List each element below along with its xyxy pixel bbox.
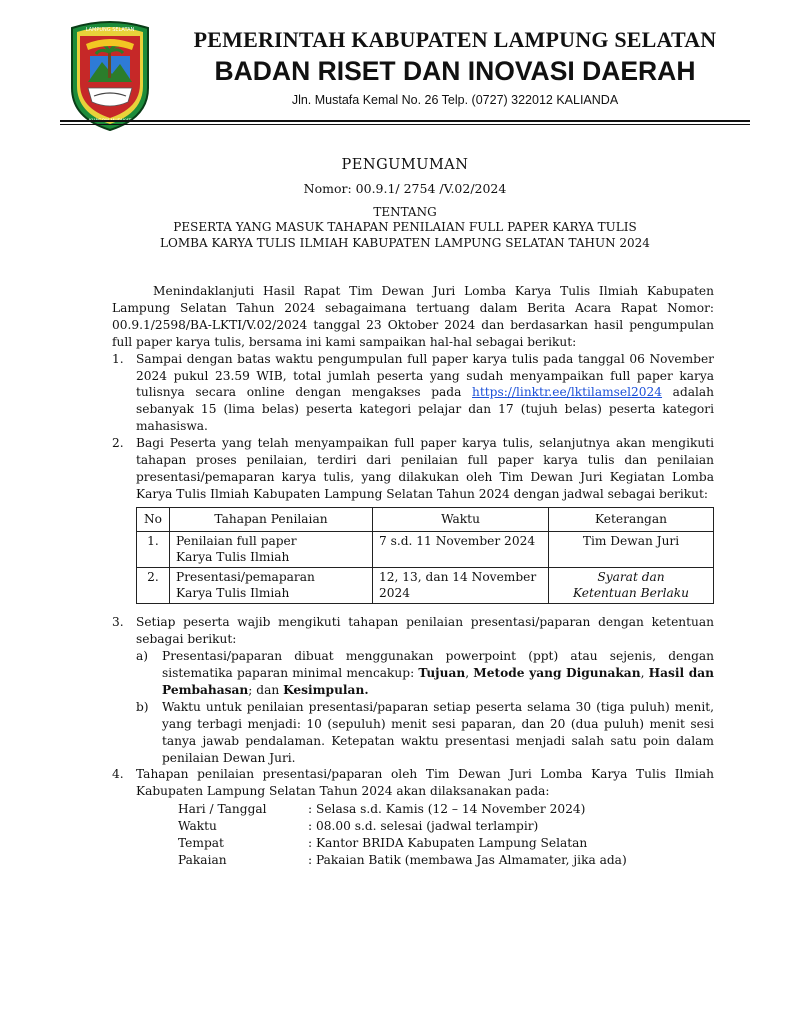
announcement-subject xyxy=(60,219,750,251)
point-3b xyxy=(136,699,714,767)
regency-logo xyxy=(66,18,154,132)
keyword-goal: Tujuan xyxy=(418,666,466,680)
announcement-number: Nomor: 00.9.1/ 2754 /V.02/2024 xyxy=(303,181,507,196)
points-list xyxy=(112,351,714,869)
row-stage: Penilaian full paper Karya Tulis Ilmiah xyxy=(170,532,373,568)
logo-text-bottom: KHAGOM MUFAKAT xyxy=(88,119,132,124)
about-label: TENTANG xyxy=(373,205,437,219)
point-1-text: Sampai dengan batas waktu pengumpulan full paper karya tulis pada tanggal 06 November 2024 pukul 23.59 WIB, total jumlah peserta yang sudah menyampaikan full paper karya tulisnya secara online dengan mengakses pada xyxy=(136,351,714,400)
header-note: Keterangan xyxy=(549,507,714,532)
detail-row-date: Hari / Tanggal : Selasa s.d. Kamis (12 – 14 November 2024) xyxy=(178,802,586,817)
point-4 xyxy=(112,766,714,868)
header-stage: Tahapan Penilaian xyxy=(170,507,373,532)
detail-row-time: Waktu : 08.00 s.d. selesai (jadwal terlampir) xyxy=(178,819,539,834)
row-no: 1. xyxy=(137,532,170,568)
point-number: 1. xyxy=(112,351,124,366)
announcement-body xyxy=(112,283,714,869)
intro-paragraph: Menindaklanjuti Hasil Rapat Tim Dewan Juri Lomba Karya Tulis Ilmiah Kabupaten Lampung Selatan Tahun 2024 sebagaimana tertuang dalam Berita Acara Rapat Nomor: 00.9.1/2598/BA-LKTI/V.02/2024 tanggal 23 Oktober 2024 dan berdasarkan hasil pengumpulan full paper karya tulis, bersama ini kami sampaikan hal-hal sebagai berikut: xyxy=(112,284,714,349)
table-row xyxy=(137,532,714,568)
detail-row-attire: Pakaian : Pakaian Batik (membawa Jas Almamater, jika ada) xyxy=(178,852,627,867)
schedule-table xyxy=(136,507,714,605)
detail-row-place: Tempat : Kantor BRIDA Kabupaten Lampung Selatan xyxy=(178,836,588,851)
point-3-text: Setiap peserta wajib mengikuti tahapan penilaian presentasi/paparan dengan ketentuan sebagai berikut: xyxy=(136,615,714,647)
point-number: 3. xyxy=(112,615,124,630)
government-name: PEMERINTAH KABUPATEN LAMPUNG SELATAN xyxy=(193,27,717,52)
row-no: 2. xyxy=(137,568,170,604)
row-time: 12, 13, dan 14 November 2024 xyxy=(373,568,549,604)
letterhead-rule-thin xyxy=(60,124,750,125)
header-no: No xyxy=(137,507,170,532)
point-2-text: Bagi Peserta yang telah menyampaikan full paper karya tulis, selanjutnya akan mengikuti tahapan proses penilaian, terdiri dari penilaian full paper karya tulis dan penilaian presentasi/pemaparan karya tulis, yang dilakukan oleh Tim Dewan Juri Kegiatan Lomba Karya Tulis Ilmiah Kabupaten Lampung Selatan Tahun 2024 dengan jadwal sebagai berikut: xyxy=(136,436,714,501)
event-details xyxy=(178,801,714,869)
point-2 xyxy=(112,435,714,614)
keyword-conclusion: Kesimpulan. xyxy=(283,682,369,697)
subject-line-2: LOMBA KARYA TULIS ILMIAH KABUPATEN LAMPUNG SELATAN TAHUN 2024 xyxy=(160,236,650,250)
point-3a: a) Presentasi/paparan dibuat menggunakan powerpoint (ppt) atau sejenis, dengan sistematika paparan minimal mencakup: Tujuan, Metode yang Digunakan, Hasil dan Pembahasan; dan Kesimpulan. xyxy=(136,649,715,697)
row-note: Tim Dewan Juri xyxy=(549,532,714,568)
sub-label: a) xyxy=(136,649,149,664)
letterhead-rule-thick xyxy=(60,120,750,122)
sub-label: b) xyxy=(136,699,149,714)
letterhead xyxy=(160,26,750,109)
agency-address: Jln. Mustafa Kemal No. 26 Telp. (0727) 322012 KALIANDA xyxy=(291,93,619,107)
point-1 xyxy=(112,351,714,436)
table-row xyxy=(137,568,714,604)
row-stage: Presentasi/pemaparan Karya Tulis Ilmiah xyxy=(170,568,373,604)
row-note: Syarat dan Ketentuan Berlaku xyxy=(549,568,714,604)
keyword-method: Metode yang Digunakan xyxy=(473,666,641,680)
submission-link[interactable]: https://linktr.ee/lktilamsel2024 xyxy=(472,385,663,400)
row-time: 7 s.d. 11 November 2024 xyxy=(373,532,549,568)
point-4-text: Tahapan penilaian presentasi/paparan oleh Tim Dewan Juri Lomba Karya Tulis Ilmiah Kabupaten Lampung Selatan Tahun 2024 akan dilaksanakan pada: xyxy=(136,767,714,799)
subject-line-1: PESERTA YANG MASUK TAHAPAN PENILAIAN FULL PAPER KARYA TULIS xyxy=(173,220,637,234)
keyword-results: Hasil dan Pembahasan xyxy=(162,666,715,697)
logo-text-top: LAMPUNG SELATAN xyxy=(85,27,135,33)
point-number: 2. xyxy=(112,436,124,451)
point-3 xyxy=(112,614,714,766)
announcement-title: PENGUMUMAN xyxy=(341,157,469,173)
point-1-text-end: adalah sebanyak 15 (lima belas) peserta kategori pelajar dan 17 (tujuh belas) peserta kategori mahasiswa. xyxy=(136,385,715,434)
header-time: Waktu xyxy=(373,507,549,532)
table-header-row xyxy=(137,507,714,532)
point-3b-text: Waktu untuk penilaian presentasi/paparan setiap peserta selama 30 (tiga puluh) menit, yang terbagi menjadi: 10 (sepuluh) menit sesi paparan, dan 20 (dua puluh) menit sesi tanya jawab pendalaman. Ketepatan waktu presentasi menjadi salah satu poin dalam penilaian Dewan Juri. xyxy=(162,699,714,765)
agency-name: BADAN RISET DAN INOVASI DAERAH xyxy=(214,56,696,86)
point-number: 4. xyxy=(112,767,124,782)
point-3a-text: Presentasi/paparan dibuat menggunakan powerpoint (ppt) atau sejenis, dengan sistematika paparan minimal mencakup: xyxy=(162,649,714,680)
